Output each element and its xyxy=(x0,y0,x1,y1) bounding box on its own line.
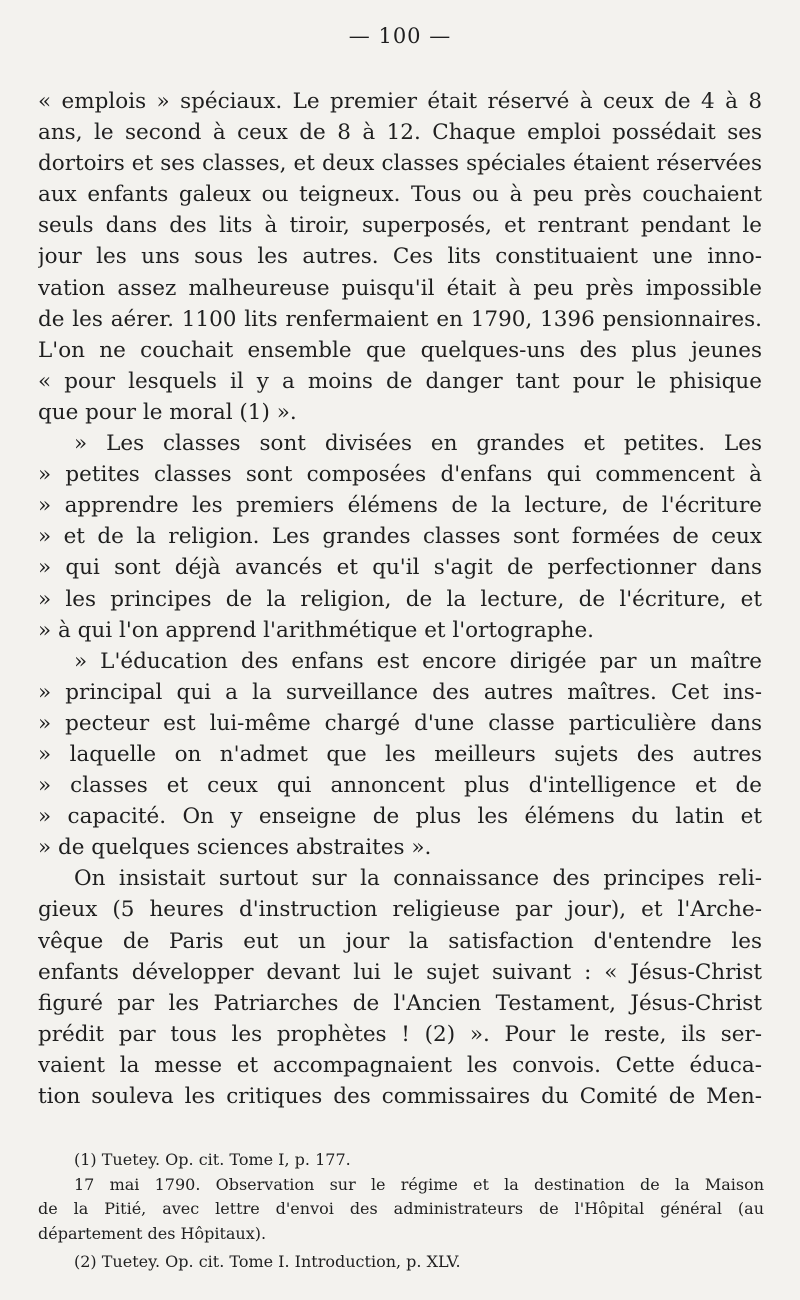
body-line: » Les classes sont divisées en grandes et petites. Les xyxy=(74,431,762,457)
body-line: vaient la messe et accompagnaient les convois. Cette éduca- xyxy=(38,1052,762,1078)
body-line: jour les uns sous les autres. Ces lits constituaient une inno- xyxy=(38,244,762,270)
body-line: » petites classes sont composées d'enfans qui commencent à xyxy=(38,462,762,488)
body-line: » laquelle on n'admet que les meilleurs sujets des autres xyxy=(38,741,762,767)
body-line: gieux (5 heures d'instruction religieuse par jour), et l'Arche- xyxy=(38,897,762,923)
body-line: figuré par les Patriarches de l'Ancien Testament, Jésus-Christ xyxy=(38,990,762,1016)
footnote-line: de la Pitié, avec lettre d'envoi des administrateurs de l'Hôpital général (au xyxy=(38,1199,764,1218)
body-line: aux enfants galeux ou teigneux. Tous ou à peu près couchaient xyxy=(38,182,762,208)
body-line: » capacité. On y enseigne de plus les élémens du latin et xyxy=(38,804,762,830)
body-line: « pour lesquels il y a moins de danger tant pour le phisique xyxy=(38,368,762,394)
body-line: L'on ne couchait ensemble que quelques-uns des plus jeunes xyxy=(38,337,762,363)
body-line: » classes et ceux qui annoncent plus d'intelligence et de xyxy=(38,773,762,799)
body-line: On insistait surtout sur la connaissance des principes reli- xyxy=(74,866,762,892)
body-line: tion souleva les critiques des commissaires du Comité de Men- xyxy=(38,1084,762,1109)
body-line: que pour le moral (1) ». xyxy=(38,399,297,425)
footnote-line: 17 mai 1790. Observation sur le régime et la destination de la Maison xyxy=(74,1174,764,1194)
body-line: dortoirs et ses classes, et deux classes spéciales étaient réservées xyxy=(38,151,762,177)
footnote-line: (2) Tuetey. Op. cit. Tome I. Introduction, p. XLV. xyxy=(74,1252,461,1271)
page-number: — 100 — xyxy=(348,24,452,48)
body-line: seuls dans des lits à tiroir, superposés, et rentrant pendant le xyxy=(38,213,762,239)
body-line: » pecteur est lui-même chargé d'une classe particulière dans xyxy=(38,710,762,736)
body-line: » à qui l'on apprend l'arithmétique et l'ortographe. xyxy=(38,617,595,643)
body-line: » et de la religion. Les grandes classes sont formées de ceux xyxy=(38,524,762,550)
body-line: » qui sont déjà avancés et qu'il s'agit de perfectionner dans xyxy=(38,555,762,581)
body-line: » principal qui a la surveillance des autres maîtres. Cet ins- xyxy=(38,679,762,705)
body-line: vation assez malheureuse puisqu'il était à peu près impossible xyxy=(38,275,762,301)
body-line: » L'éducation des enfans est encore dirigée par un maître xyxy=(74,648,762,674)
body-line: » les principes de la religion, de la lecture, de l'écriture, et xyxy=(38,586,762,612)
footnotes xyxy=(38,1148,764,1275)
body-line: de les aérer. 1100 lits renfermaient en 1790, 1396 pensionnaires. xyxy=(38,306,762,332)
footnote-line: (1) Tuetey. Op. cit. Tome I, p. 177. xyxy=(74,1150,351,1169)
body-line: » apprendre les premiers élémens de la lecture, de l'écriture xyxy=(38,493,762,519)
body-line: enfants développer devant lui le sujet suivant : « Jésus-Christ xyxy=(38,959,762,985)
body-line: vêque de Paris eut un jour la satisfaction d'entendre les xyxy=(38,928,762,954)
body-line: » de quelques sciences abstraites ». xyxy=(38,835,432,861)
body-line: prédit par tous les prophètes ! (2) ». Pour le reste, ils ser- xyxy=(38,1021,762,1047)
body-line: ans, le second à ceux de 8 à 12. Chaque emploi possédait ses xyxy=(38,120,762,146)
body-line: « emplois » spéciaux. Le premier était réservé à ceux de 4 à 8 xyxy=(38,89,762,114)
footnote-line: département des Hôpitaux). xyxy=(38,1223,267,1243)
body-text xyxy=(38,86,762,1112)
